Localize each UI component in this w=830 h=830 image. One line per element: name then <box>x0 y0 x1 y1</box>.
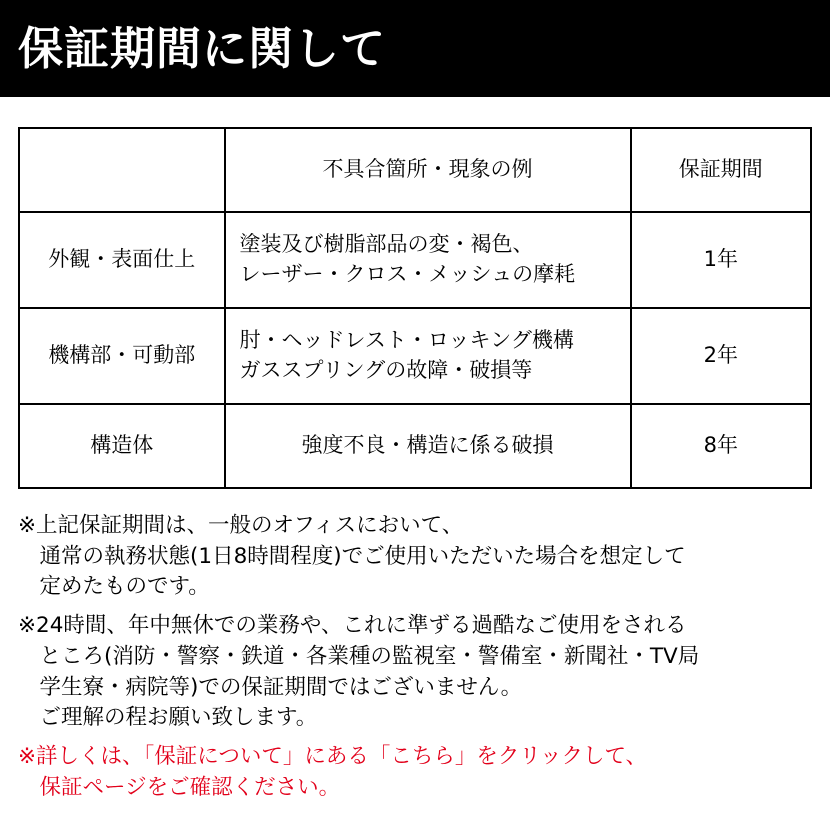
row-description-line: ガススプリングの故障・破損等 <box>239 358 533 382</box>
note-block <box>18 611 812 734</box>
page-header <box>0 0 830 97</box>
note-line: ところ(消防・警察・鉄道・各業種の監視室・警備室・新聞社・TV局 <box>18 643 700 669</box>
row-description-line: レーザー・クロス・メッシュの摩耗 <box>239 262 576 286</box>
row-description <box>225 404 631 488</box>
row-description-line: 強度不良・構造に係る破損 <box>301 433 554 458</box>
table-header-row <box>19 128 811 212</box>
row-duration: 8年 <box>631 404 811 488</box>
page-content <box>0 127 830 804</box>
notes-section <box>18 511 812 804</box>
row-description-line: 肘・ヘッドレスト・ロッキング機構 <box>239 328 574 353</box>
note-block <box>18 511 812 603</box>
table-row <box>19 308 811 404</box>
row-description <box>225 308 631 404</box>
note-line: 保証ページをご確認ください。 <box>18 774 341 800</box>
table-body <box>19 212 811 488</box>
row-description-line: 塗装及び樹脂部品の変・褐色、 <box>239 232 534 257</box>
row-category: 外観・表面仕上 <box>19 212 225 308</box>
note-line: ※詳しくは、「保証について」にある「こちら」をクリックして、 <box>18 744 648 770</box>
row-category: 機構部・可動部 <box>19 308 225 404</box>
page-title: 保証期間に関して <box>18 22 387 75</box>
warranty-table <box>18 127 812 489</box>
column-header-duration: 保証期間 <box>631 128 811 212</box>
note-block-warning <box>18 742 812 803</box>
note-line: 学生寮・病院等)での保証期間ではございません。 <box>18 674 523 700</box>
row-duration: 2年 <box>631 308 811 404</box>
note-line: ※24時間、年中無休での業務や、これに準ずる過酷なご使用をされる <box>18 613 687 639</box>
column-header-description: 不具合箇所・現象の例 <box>225 128 631 212</box>
note-line: ご理解の程お願い致します。 <box>18 705 318 731</box>
note-line: ※上記保証期間は、一般のオフィスにおいて、 <box>18 513 464 538</box>
row-description <box>225 212 631 308</box>
note-line: 通常の執務状態(1日8時間程度)でご使用いただいた場合を想定して <box>18 543 686 569</box>
row-category: 構造体 <box>19 404 225 488</box>
table-row <box>19 212 811 308</box>
row-duration: 1年 <box>631 212 811 308</box>
column-header-category <box>19 128 225 212</box>
note-line: 定めたものです。 <box>18 574 210 600</box>
table-header <box>19 128 811 212</box>
table-row <box>19 404 811 488</box>
